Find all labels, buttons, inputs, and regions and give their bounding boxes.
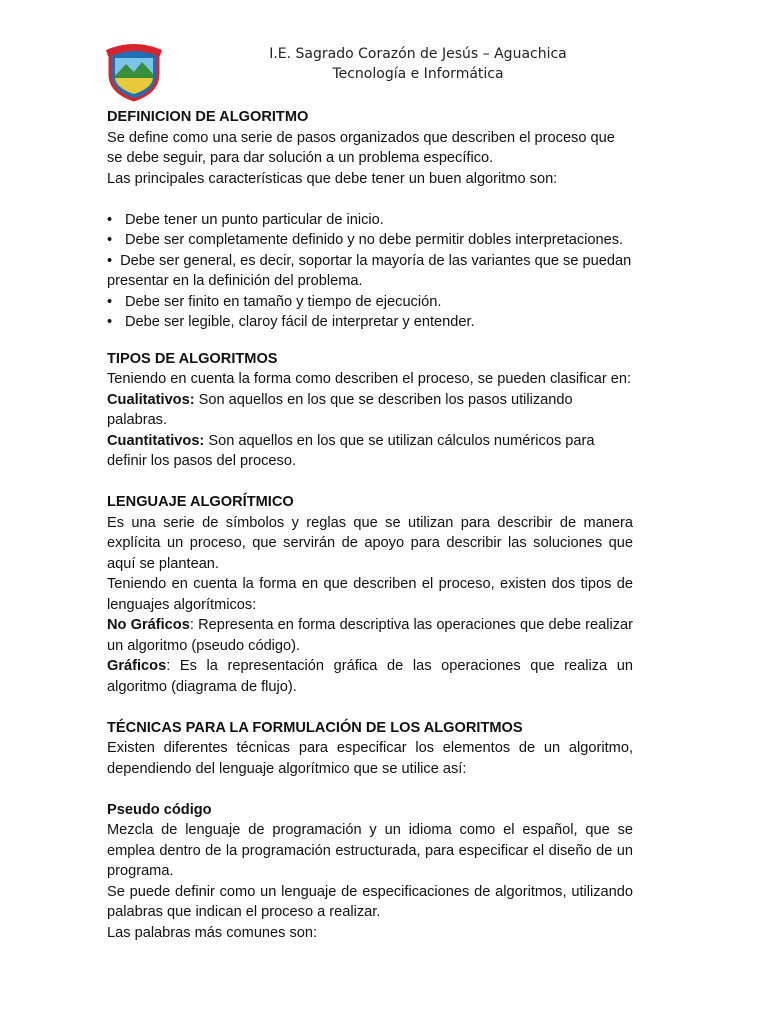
pseudo-paragraph-1: Mezcla de lenguaje de programación y un idioma como el español, que se emplea dentro de la programación estructurada, para especificar el diseño de un programa. — [107, 822, 633, 879]
caracteristicas-list — [107, 210, 633, 333]
list-item: • Debe ser legible, claroy fácil de interpretar y entender. — [107, 312, 633, 333]
tecnicas-paragraph: Existen diferentes técnicas para especificar los elementos de un algoritmo, dependiendo del lenguaje algorítmico que se utilice así: — [107, 740, 633, 777]
graficos-term: Gráficos — [107, 658, 167, 674]
list-item: • Debe ser completamente definido y no debe permitir dobles interpretaciones. — [107, 230, 633, 251]
pseudo-paragraph-2: Se puede definir como un lenguaje de especificaciones de algoritmos, utilizando palabras que indican el proceso a realizar. — [107, 883, 633, 920]
section-title-definicion: DEFINICION DE ALGORITMO — [107, 109, 309, 125]
cualitativos-text: Son aquellos en los que se describen los pasos utilizando palabras. — [107, 391, 573, 428]
section-title-tecnicas: TÉCNICAS PARA LA FORMULACIÓN DE LOS ALGORITMOS — [107, 719, 523, 736]
header-school-name: I.E. Sagrado Corazón de Jesús – Aguachica — [269, 46, 567, 62]
cualitativos-term: Cualitativos: — [107, 391, 195, 408]
graficos-text: : Es la representación gráfica de las operaciones que realiza un algoritmo (diagrama de flujo). — [107, 658, 633, 695]
cuantitativos-text: Son aquellos en los que se utilizan cálculos numéricos para definir los pasos del proceso. — [107, 432, 595, 469]
school-crest-icon — [104, 40, 164, 102]
lenguaje-paragraph: Es una serie de símbolos y reglas que se utilizan para describir de manera explícita un proceso, que servirán de apoyo para describir las soluciones que aquí se plantean. — [107, 514, 633, 572]
cualitativos-definition — [107, 390, 633, 431]
no-graficos-definition — [107, 615, 633, 656]
tipos-intro: Teniendo en cuenta la forma como describen el proceso, se pueden clasificar en: — [107, 371, 632, 387]
list-item: • Debe ser finito en tamaño y tiempo de ejecución. — [107, 292, 633, 313]
no-graficos-text: : Representa en forma descriptiva las operaciones que debe realizar un algoritmo (pseudo código). — [107, 617, 634, 654]
graficos-definition — [107, 656, 633, 697]
lenguaje-tipos-paragraph: Teniendo en cuenta la forma en que describen el proceso, existen dos tipos de lenguajes algorítmicos: — [107, 576, 633, 613]
no-graficos-term: No Gráficos — [107, 617, 190, 633]
list-item: • Debe ser general, es decir, soportar la mayoría de las variantes que se puedan presentar en la definición del problema. — [107, 251, 633, 292]
document-body — [107, 107, 633, 943]
list-item: • Debe tener un punto particular de inicio. — [107, 210, 633, 231]
section-title-pseudo: Pseudo código — [107, 801, 212, 818]
definicion-intro-list: Las principales características que debe tener un buen algoritmo son: — [107, 170, 558, 187]
document-header — [200, 45, 636, 84]
pseudo-paragraph-3: Las palabras más comunes son: — [107, 924, 318, 941]
header-subject: Tecnología e Informática — [332, 65, 504, 82]
cuantitativos-definition — [107, 431, 633, 472]
cuantitativos-term: Cuantitativos: — [107, 432, 205, 449]
definicion-paragraph: Se define como una serie de pasos organizados que describen el proceso que se debe seguir, para dar solución a un problema específico. — [107, 129, 615, 166]
section-title-tipos: TIPOS DE ALGORITMOS — [107, 350, 278, 367]
section-title-lenguaje: LENGUAJE ALGORÍTMICO — [107, 494, 294, 510]
